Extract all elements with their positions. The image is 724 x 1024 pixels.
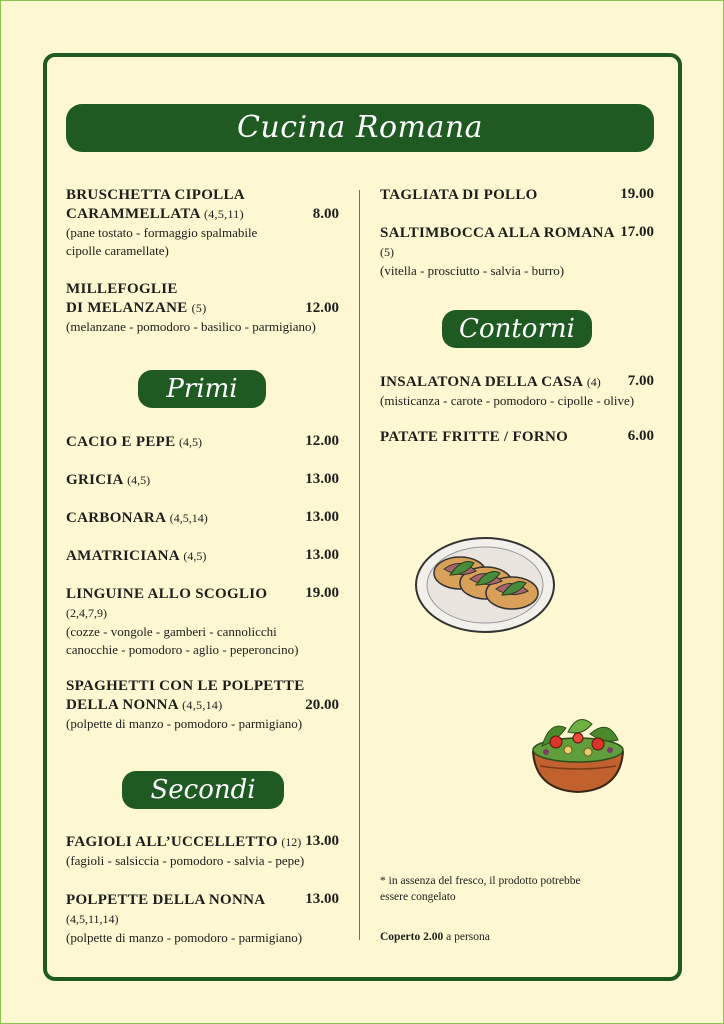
menu-item-bruschetta (66, 186, 341, 260)
frozen-note (380, 873, 650, 905)
item-description: (polpette di manzo - pomodoro - parmigiano) (66, 930, 303, 945)
item-description: (melanzane - pomodoro - basilico - parmigiano) (66, 319, 316, 334)
allergen-codes: (5) (380, 245, 394, 259)
menu-item-cacio-e-pepe (66, 433, 202, 452)
menu-item-patate (380, 428, 568, 447)
item-name: SALTIMBOCCA ALLA ROMANA (380, 225, 615, 241)
item-description: (vitella - prosciutto - salvia - burro) (380, 263, 565, 278)
section-title-secondi: Secondi (122, 771, 284, 809)
item-name: CARBONARA (66, 510, 167, 526)
item-price: 6.00 (627, 428, 654, 444)
menu-item-amatriciana (66, 547, 206, 566)
allergen-codes: (4,5,14) (182, 698, 223, 712)
item-name-cont: DI MELANZANE (66, 300, 188, 316)
item-name: BRUSCHETTA CIPOLLA (66, 187, 245, 203)
item-price: 12.00 (305, 300, 339, 316)
item-description: (cozze - vongole - gamberi - cannolicchi (66, 624, 277, 639)
item-name: PATATE FRITTE / FORNO (380, 429, 569, 445)
item-price: 13.00 (305, 509, 339, 525)
allergen-codes: (4,5,11) (203, 207, 244, 221)
menu-title: Cucina Romana (66, 104, 654, 152)
frozen-note-line2: essere congelato (380, 891, 456, 903)
frozen-note-line1: * in assenza del fresco, il prodotto potrebbe (380, 875, 581, 887)
item-price: 13.00 (305, 547, 339, 563)
column-divider (359, 190, 360, 940)
saltimbocca-plate-icon (414, 535, 556, 635)
item-name: INSALATONA DELLA CASA (380, 374, 584, 390)
item-name: TAGLIATA DI POLLO (380, 187, 538, 203)
menu-item-gricia (66, 471, 150, 490)
item-description-2: canocchie - pomodoro - aglio - peperoncino) (66, 642, 299, 657)
menu-item-tagliata (380, 186, 538, 205)
item-name: AMATRICIANA (66, 548, 180, 564)
allergen-codes: (4,5,11,14) (66, 912, 119, 926)
item-name: SPAGHETTI CON LE POLPETTE (66, 678, 305, 694)
item-price: 12.00 (305, 433, 339, 449)
coperto-suffix: a persona (443, 931, 490, 943)
allergen-codes: (4,5) (178, 435, 202, 449)
item-name: FAGIOLI ALL’UCCELLETTO (66, 834, 278, 850)
allergen-codes: (2,4,7,9) (66, 606, 107, 620)
section-title-primi: Primi (138, 370, 266, 408)
salad-bowl-icon (528, 710, 628, 796)
item-name-cont: CARAMMELLATA (66, 206, 200, 222)
item-name: MILLEFOGLIE (66, 281, 178, 297)
item-description: (pane tostato - formaggio spalmabile (66, 225, 258, 240)
item-name: GRICIA (66, 472, 124, 488)
coperto-note (380, 929, 490, 945)
item-name: LINGUINE ALLO SCOGLIO (66, 586, 268, 602)
item-price: 20.00 (305, 697, 339, 713)
item-price: 13.00 (305, 833, 339, 849)
item-name: CACIO E PEPE (66, 434, 176, 450)
item-price: 8.00 (312, 206, 339, 222)
allergen-codes: (4,5) (183, 549, 207, 563)
allergen-codes: (4) (586, 375, 601, 389)
allergen-codes: (4,5,14) (169, 511, 208, 525)
item-name: POLPETTE DELLA NONNA (66, 892, 266, 908)
item-description: (polpette di manzo - pomodoro - parmigiano) (66, 716, 303, 731)
coperto-label: Coperto 2.00 (380, 931, 444, 943)
item-price: 13.00 (305, 891, 339, 907)
item-price: 7.00 (627, 373, 654, 389)
menu-item-carbonara (66, 509, 208, 528)
item-description: (fagioli - salsiccia - pomodoro - salvia - pepe) (66, 853, 305, 868)
item-description-2: cipolle caramellate) (66, 243, 169, 258)
item-price: 17.00 (620, 224, 654, 240)
item-price: 19.00 (620, 186, 654, 202)
item-price: 13.00 (305, 471, 339, 487)
item-name-cont: DELLA NONNA (66, 697, 179, 713)
item-description: (misticanza - carote - pomodoro - cipolle - olive) (380, 393, 635, 408)
allergen-codes: (5) (191, 301, 207, 315)
allergen-codes: (4,5) (127, 473, 151, 487)
allergen-codes: (12) (281, 835, 302, 849)
item-price: 19.00 (305, 585, 339, 601)
section-title-contorni: Contorni (442, 310, 592, 348)
